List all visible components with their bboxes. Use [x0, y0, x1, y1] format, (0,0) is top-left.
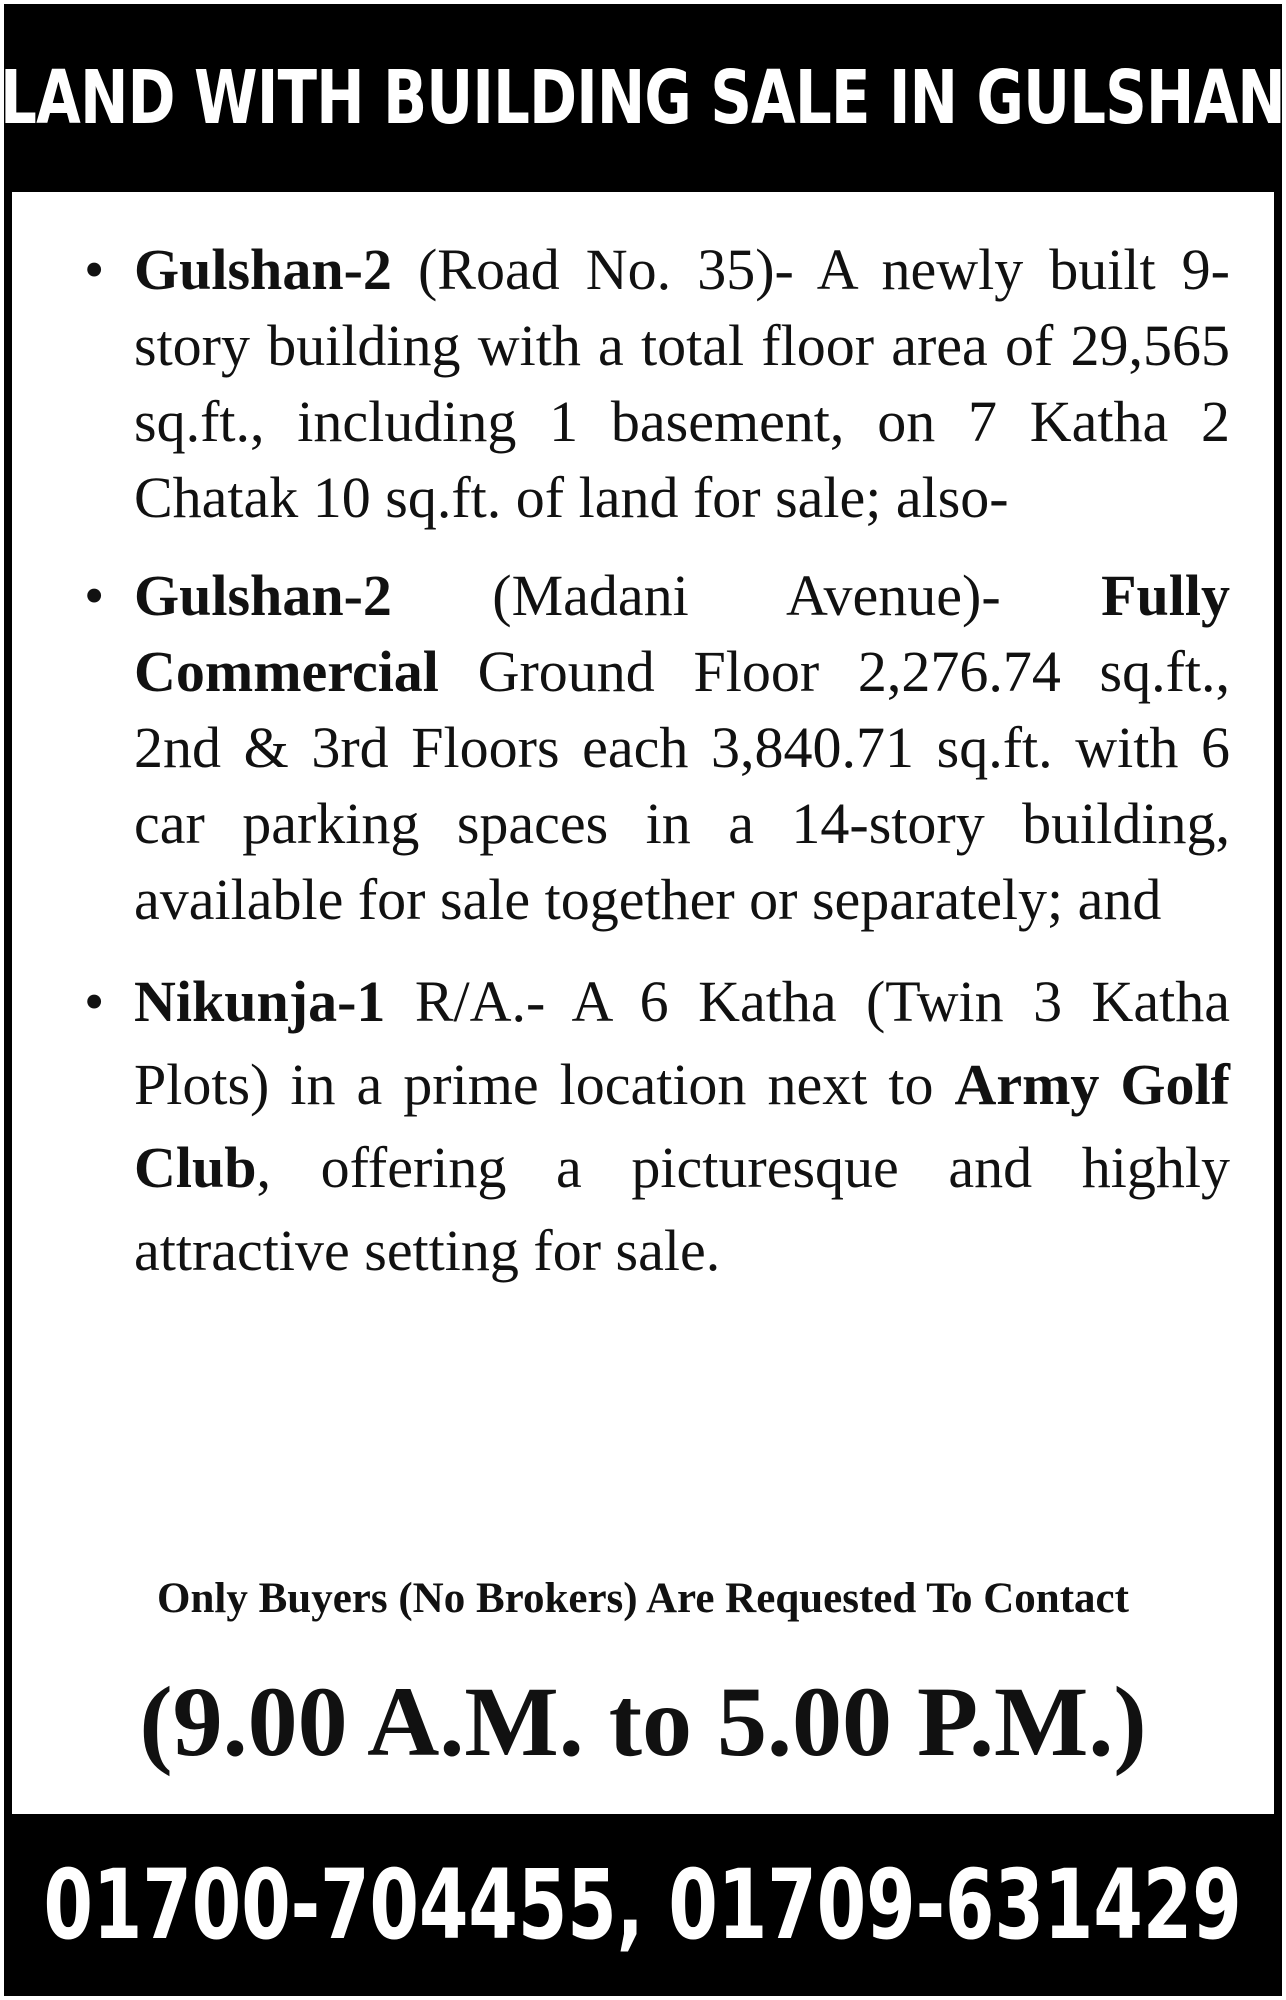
header-band	[0, 4, 1286, 192]
contact-hours: (9.00 A.M. to 5.00 P.M.)	[139, 1666, 1147, 1777]
bullet-icon: •	[84, 563, 105, 628]
advertisement	[0, 4, 1286, 1996]
listing-emphasis: Army Golf Club	[134, 1052, 1230, 1200]
listing-list	[80, 232, 1230, 1314]
list-item	[80, 558, 1230, 938]
listing-panel	[12, 192, 1274, 1814]
contact-note: Only Buyers (No Brokers) Are Requested To Contact	[157, 1575, 1129, 1622]
listing-description-continued: Ground Floor 2,276.74 sq.ft., 2nd & 3rd Floors each 3,840.71 sq.ft. with 6 car parking spaces in a 14-story building, available for sale together or separately; and	[134, 639, 1230, 932]
listing-location: Gulshan-2	[134, 237, 392, 302]
listing-location: Nikunja-1	[134, 969, 386, 1034]
listing-emphasis: Fully Commercial	[134, 563, 1230, 704]
listing-description-continued: , offering a picturesque and highly attractive setting for sale.	[134, 1135, 1230, 1283]
list-item	[80, 232, 1230, 536]
listing-description: (Madani Avenue)-	[391, 563, 1102, 628]
listing-location: Gulshan-2	[134, 563, 392, 628]
bullet-icon: •	[84, 237, 105, 302]
listing-description: R/A.- A 6 Katha (Twin 3 Katha Plots) in a prime location next to	[134, 969, 1230, 1117]
list-item	[80, 960, 1230, 1292]
page-title: LAND WITH BUILDING SALE IN GULSHAN	[0, 55, 1286, 141]
footer-band	[4, 1814, 1282, 1996]
listing-description: (Road No. 35)- A newly built 9-story building with a total floor area of 29,565 sq.ft., including 1 basement, on 7 Katha 2 Chatak 10 sq.ft. of land for sale; also-	[134, 237, 1230, 530]
phone-numbers: 01700-704455, 01709-631429	[43, 1849, 1243, 1961]
bullet-icon: •	[84, 969, 105, 1034]
